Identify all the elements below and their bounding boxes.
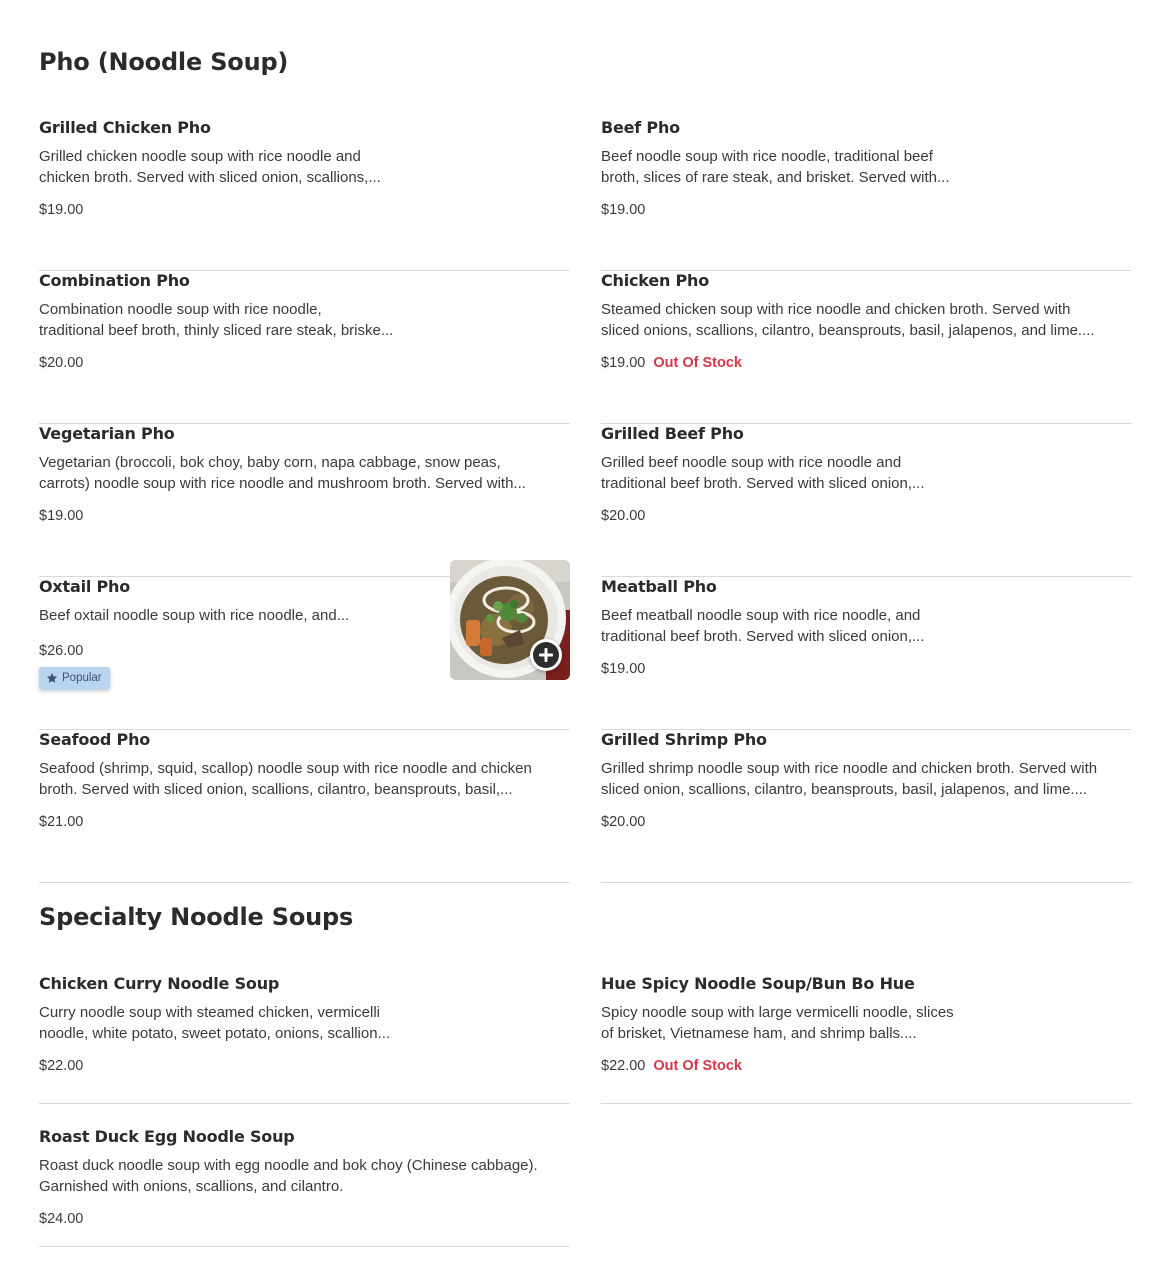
menu-item-grilled-shrimp-pho[interactable] [601,730,1131,883]
item-name: Vegetarian Pho [39,424,175,443]
item-name: Combination Pho [39,271,190,290]
item-name: Beef Pho [601,118,680,137]
menu-item-grilled-beef-pho[interactable] [601,424,1131,577]
add-to-cart-button[interactable] [530,639,562,671]
item-price: $20.00 [601,508,646,524]
out-of-stock-label: Out Of Stock [653,1058,742,1074]
item-name: Grilled Beef Pho [601,424,744,443]
menu-item-roast-duck-egg-noodle-soup[interactable] [39,1127,570,1247]
item-name: Roast Duck Egg Noodle Soup [39,1127,295,1146]
item-price: $22.00 [39,1058,84,1074]
menu-item-oxtail-pho[interactable] [39,577,570,730]
menu-item-combination-pho[interactable] [39,271,570,424]
item-description: Beef noodle soup with rice noodle, traditional beef broth, slices of rare steak, and brisket. Served with... [601,148,950,186]
item-description: Grilled beef noodle soup with rice noodle and traditional beef broth. Served with sliced onion,... [601,454,925,492]
plus-icon [530,639,562,671]
item-name: Seafood Pho [39,730,151,749]
item-price: $19.00 [601,202,646,218]
item-name: Oxtail Pho [39,577,131,596]
menu-item-chicken-pho[interactable] [601,271,1131,424]
item-description: Vegetarian (broccoli, bok choy, baby corn, napa cabbage, snow peas, carrots) noodle soup with rice noodle and mushroom broth. Served with... [39,454,526,492]
item-name: Chicken Curry Noodle Soup [39,974,280,993]
item-name: Meatball Pho [601,577,717,596]
menu-item-grilled-chicken-pho[interactable] [39,118,570,271]
item-description: Combination noodle soup with rice noodle, traditional beef broth, thinly sliced rare steak, briske... [39,301,394,339]
item-price: $19.00 [601,355,646,371]
star-icon [46,672,58,684]
item-description: Grilled shrimp noodle soup with rice noodle and chicken broth. Served with sliced onion, scallions, cilantro, beansprouts, basil, jalapenos, and lime.... [601,760,1098,798]
item-description: Roast duck noodle soup with egg noodle and bok choy (Chinese cabbage). Garnished with onions, scallions, and cilantro. [39,1157,538,1195]
item-price: $19.00 [601,661,646,677]
menu-item-beef-pho[interactable] [601,118,1131,271]
menu-item-meatball-pho[interactable] [601,577,1131,730]
item-description: Steamed chicken soup with rice noodle and chicken broth. Served with sliced onions, scallions, cilantro, beansprouts, basil, jalapenos, and lime.... [601,301,1095,339]
menu-item-vegetarian-pho[interactable] [39,424,570,577]
section-title-pho: Pho (Noodle Soup) [39,48,289,76]
item-description: Seafood (shrimp, squid, scallop) noodle soup with rice noodle and chicken broth. Served with sliced onion, scallions, cilantro, beansprouts, basil,... [39,760,532,798]
popular-badge: Popular [39,667,110,689]
item-name: Grilled Shrimp Pho [601,730,767,749]
item-price: $26.00 [39,643,84,659]
menu-item-chicken-curry-noodle-soup[interactable] [39,974,570,1104]
item-name: Grilled Chicken Pho [39,118,211,137]
item-description: Beef oxtail noodle soup with rice noodle, and... [39,607,350,624]
menu-item-hue-spicy-noodle-soup[interactable] [601,974,1131,1104]
out-of-stock-label: Out Of Stock [653,355,742,371]
item-name: Chicken Pho [601,271,710,290]
item-price: $20.00 [601,814,646,830]
item-price: $21.00 [39,814,84,830]
item-description: Spicy noodle soup with large vermicelli noodle, slices of brisket, Vietnamese ham, and shrimp balls.... [601,1004,954,1042]
item-price: $19.00 [39,202,84,218]
oxtail-pho-photo[interactable] [450,560,570,680]
item-price: $22.00 [601,1058,646,1074]
item-description: Beef meatball noodle soup with rice noodle, and traditional beef broth. Served with sliced onion,... [601,607,925,645]
section-title-specialty: Specialty Noodle Soups [39,903,354,931]
menu-item-seafood-pho[interactable] [39,730,570,883]
item-description: Curry noodle soup with steamed chicken, vermicelli noodle, white potato, sweet potato, onions, scallion... [39,1004,391,1042]
item-name: Hue Spicy Noodle Soup/Bun Bo Hue [601,974,915,993]
item-price: $24.00 [39,1211,84,1227]
item-price: $20.00 [39,355,84,371]
item-price: $19.00 [39,508,84,524]
item-description: Grilled chicken noodle soup with rice noodle and chicken broth. Served with sliced onion, scallions,... [39,148,381,186]
